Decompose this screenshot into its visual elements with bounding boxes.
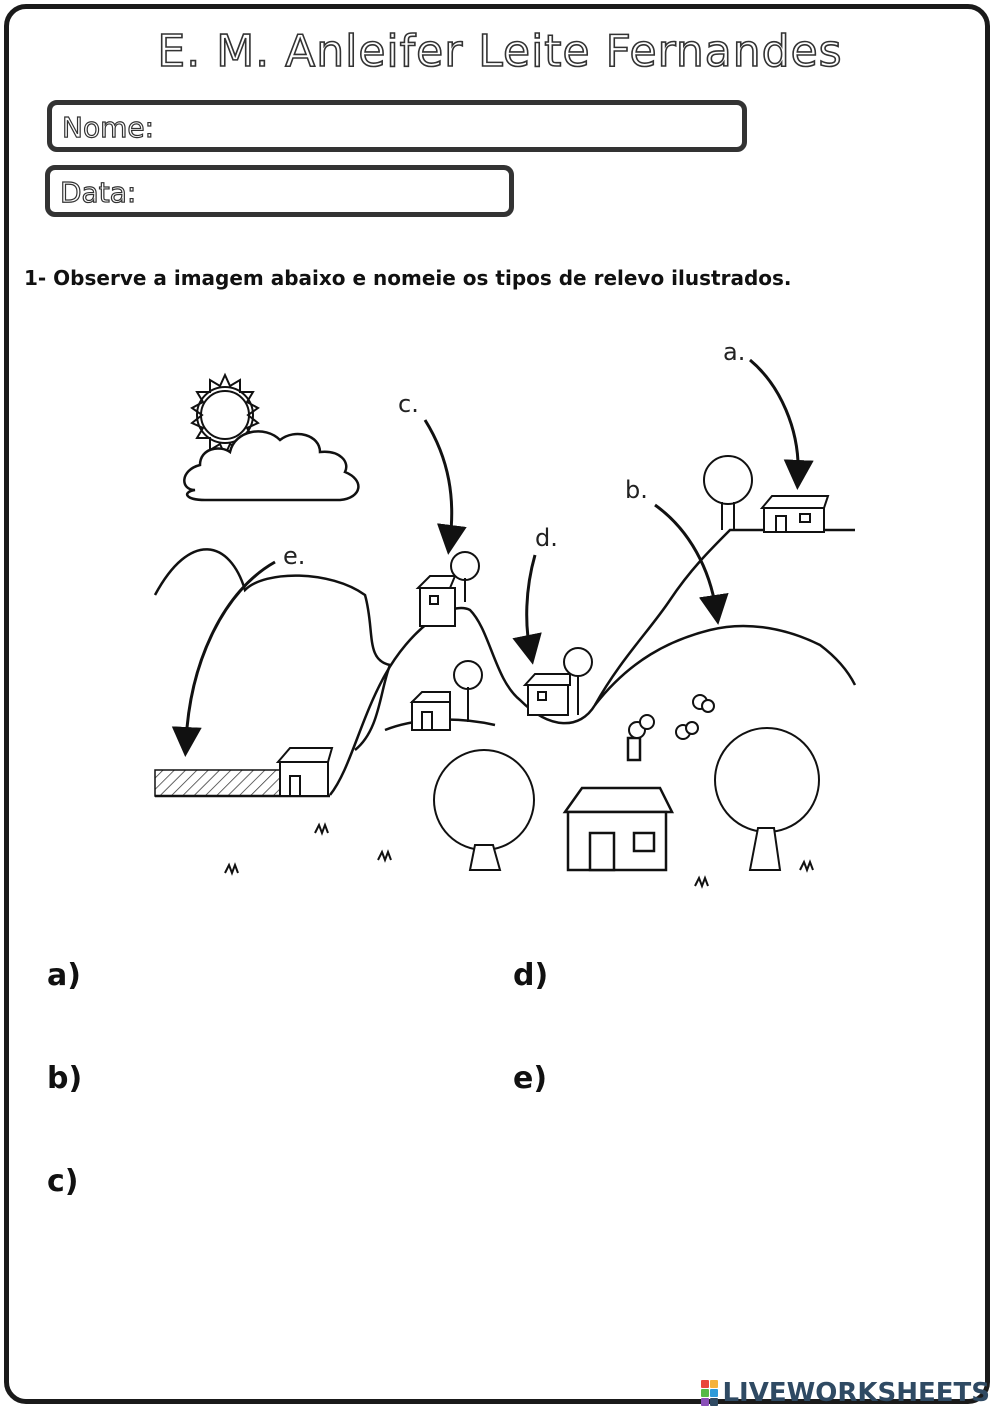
answer-label-e: e) [513, 1061, 548, 1096]
label-b: b. [625, 476, 648, 504]
house-plateau [762, 496, 828, 532]
house-front [565, 738, 672, 870]
answer-input-d[interactable] [560, 960, 924, 996]
liveworksheets-brand [701, 1378, 990, 1408]
logo-tile [701, 1380, 709, 1388]
name-field[interactable] [47, 100, 747, 152]
brand-text: LIVEWORKSHEETS [722, 1378, 990, 1408]
house-hilltop [418, 576, 455, 626]
arrow-b [655, 505, 716, 610]
logo-tile [710, 1389, 718, 1397]
hill-right [595, 626, 855, 705]
relief-illustration [150, 330, 870, 910]
arrow-c [425, 420, 452, 540]
label-c: c. [398, 390, 419, 418]
date-label: Data: [60, 176, 137, 209]
arrow-e [186, 562, 275, 742]
logo-tile [701, 1389, 709, 1397]
label-a: a. [723, 338, 746, 366]
mountain-left [155, 549, 390, 750]
answer-input-b[interactable] [92, 1063, 456, 1099]
label-d: d. [535, 524, 558, 552]
liveworksheets-logo-icon [701, 1380, 718, 1406]
house-hillside [412, 692, 450, 730]
date-field[interactable] [45, 165, 514, 217]
school-title: E. M. Anleifer Leite Fernandes [157, 26, 843, 77]
house-valley [525, 674, 570, 715]
logo-tile [710, 1380, 718, 1388]
answer-label-c: c) [47, 1164, 79, 1199]
answer-input-e[interactable] [560, 1063, 924, 1099]
arrow-a [750, 360, 798, 475]
arrow-d [527, 555, 535, 650]
smoke-icon [629, 695, 714, 739]
logo-tile [701, 1398, 709, 1406]
answer-label-b: b) [47, 1061, 83, 1096]
logo-tile [710, 1398, 718, 1406]
answer-label-a: a) [47, 958, 81, 993]
name-label: Nome: [62, 111, 155, 144]
answer-label-d: d) [513, 958, 549, 993]
question-text: 1- Observe a imagem abaixo e nomeie os tipos de relevo ilustrados. [24, 266, 792, 290]
answer-input-a[interactable] [92, 960, 456, 996]
label-e: e. [283, 542, 306, 570]
plain-hatch [155, 770, 280, 796]
answer-input-c[interactable] [92, 1166, 456, 1202]
house-plain [278, 748, 332, 796]
